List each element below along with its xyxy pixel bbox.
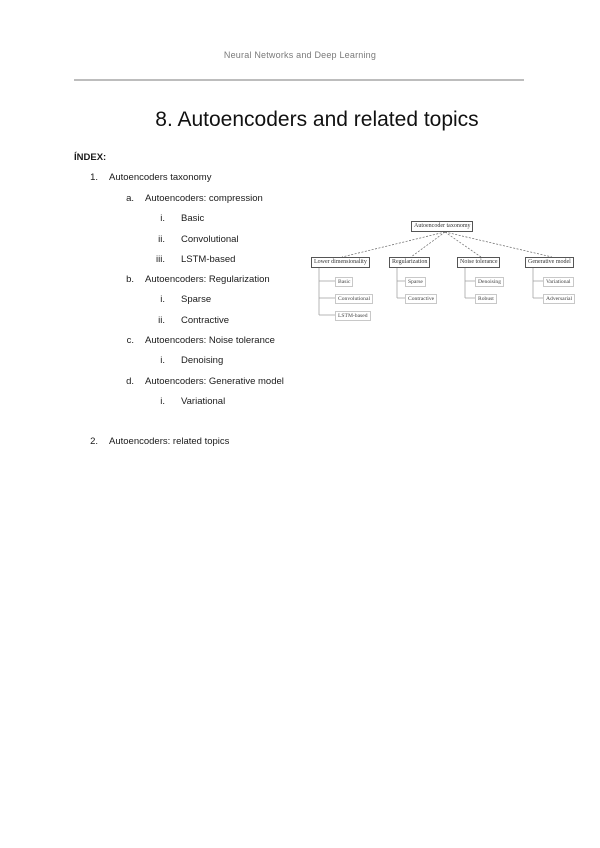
diagram-leaf: LSTM-based: [335, 311, 371, 321]
outline-marker: ii.: [158, 315, 165, 326]
outline-item: Sparse: [181, 294, 212, 305]
outline-marker: iii.: [156, 254, 165, 265]
outline-item: Contractive: [181, 315, 230, 326]
diagram-leaf: Robust: [475, 294, 497, 304]
outline-item: Convolutional: [181, 234, 239, 245]
diagram-group-node: Generative model: [525, 257, 574, 268]
index-label: ÍNDEX:: [74, 152, 107, 163]
outline-marker: i.: [160, 213, 165, 224]
taxonomy-diagram: [305, 215, 587, 325]
diagram-group-node: Noise tolerance: [457, 257, 500, 268]
outline-item: Autoencoders: compression: [145, 193, 263, 204]
diagram-group-node: Lower dimensionality: [311, 257, 370, 268]
outline-item: Autoencoders: Noise tolerance: [145, 335, 275, 346]
outline-marker: b.: [126, 274, 134, 285]
outline-marker: 2.: [90, 436, 98, 447]
diagram-root-node: Autoencoder taxonomy: [411, 221, 473, 232]
outline-marker: d.: [126, 376, 134, 387]
outline-marker: i.: [160, 396, 165, 407]
outline-item: Basic: [181, 213, 205, 224]
running-header: Neural Networks and Deep Learning: [223, 50, 377, 60]
outline-item: Autoencoders: related topics: [109, 436, 230, 447]
outline-marker: 1.: [90, 172, 98, 183]
outline-item: LSTM-based: [181, 254, 236, 265]
outline-item: Autoencoders: Regularization: [145, 274, 270, 285]
diagram-leaf: Adversarial: [543, 294, 575, 304]
diagram-leaf: Denoising: [475, 277, 504, 287]
outline-marker: i.: [160, 355, 165, 366]
diagram-leaf: Variational: [543, 277, 574, 287]
header-rule: [74, 79, 524, 81]
diagram-leaf: Basic: [335, 277, 353, 287]
diagram-leaf: Convolutional: [335, 294, 373, 304]
outline-item: Variational: [181, 396, 226, 407]
page-title: 8. Autoencoders and related topics: [155, 108, 479, 131]
outline-item: Autoencoders taxonomy: [109, 172, 212, 183]
outline-item: Autoencoders: Generative model: [145, 376, 284, 387]
diagram-group-node: Regularization: [389, 257, 430, 268]
outline-marker: ii.: [158, 234, 165, 245]
outline-marker: i.: [160, 294, 165, 305]
outline-marker: c.: [126, 335, 134, 346]
outline-item: Denoising: [181, 355, 224, 366]
diagram-leaf: Contractive: [405, 294, 437, 304]
outline-marker: a.: [126, 193, 134, 204]
diagram-leaf: Sparse: [405, 277, 426, 287]
